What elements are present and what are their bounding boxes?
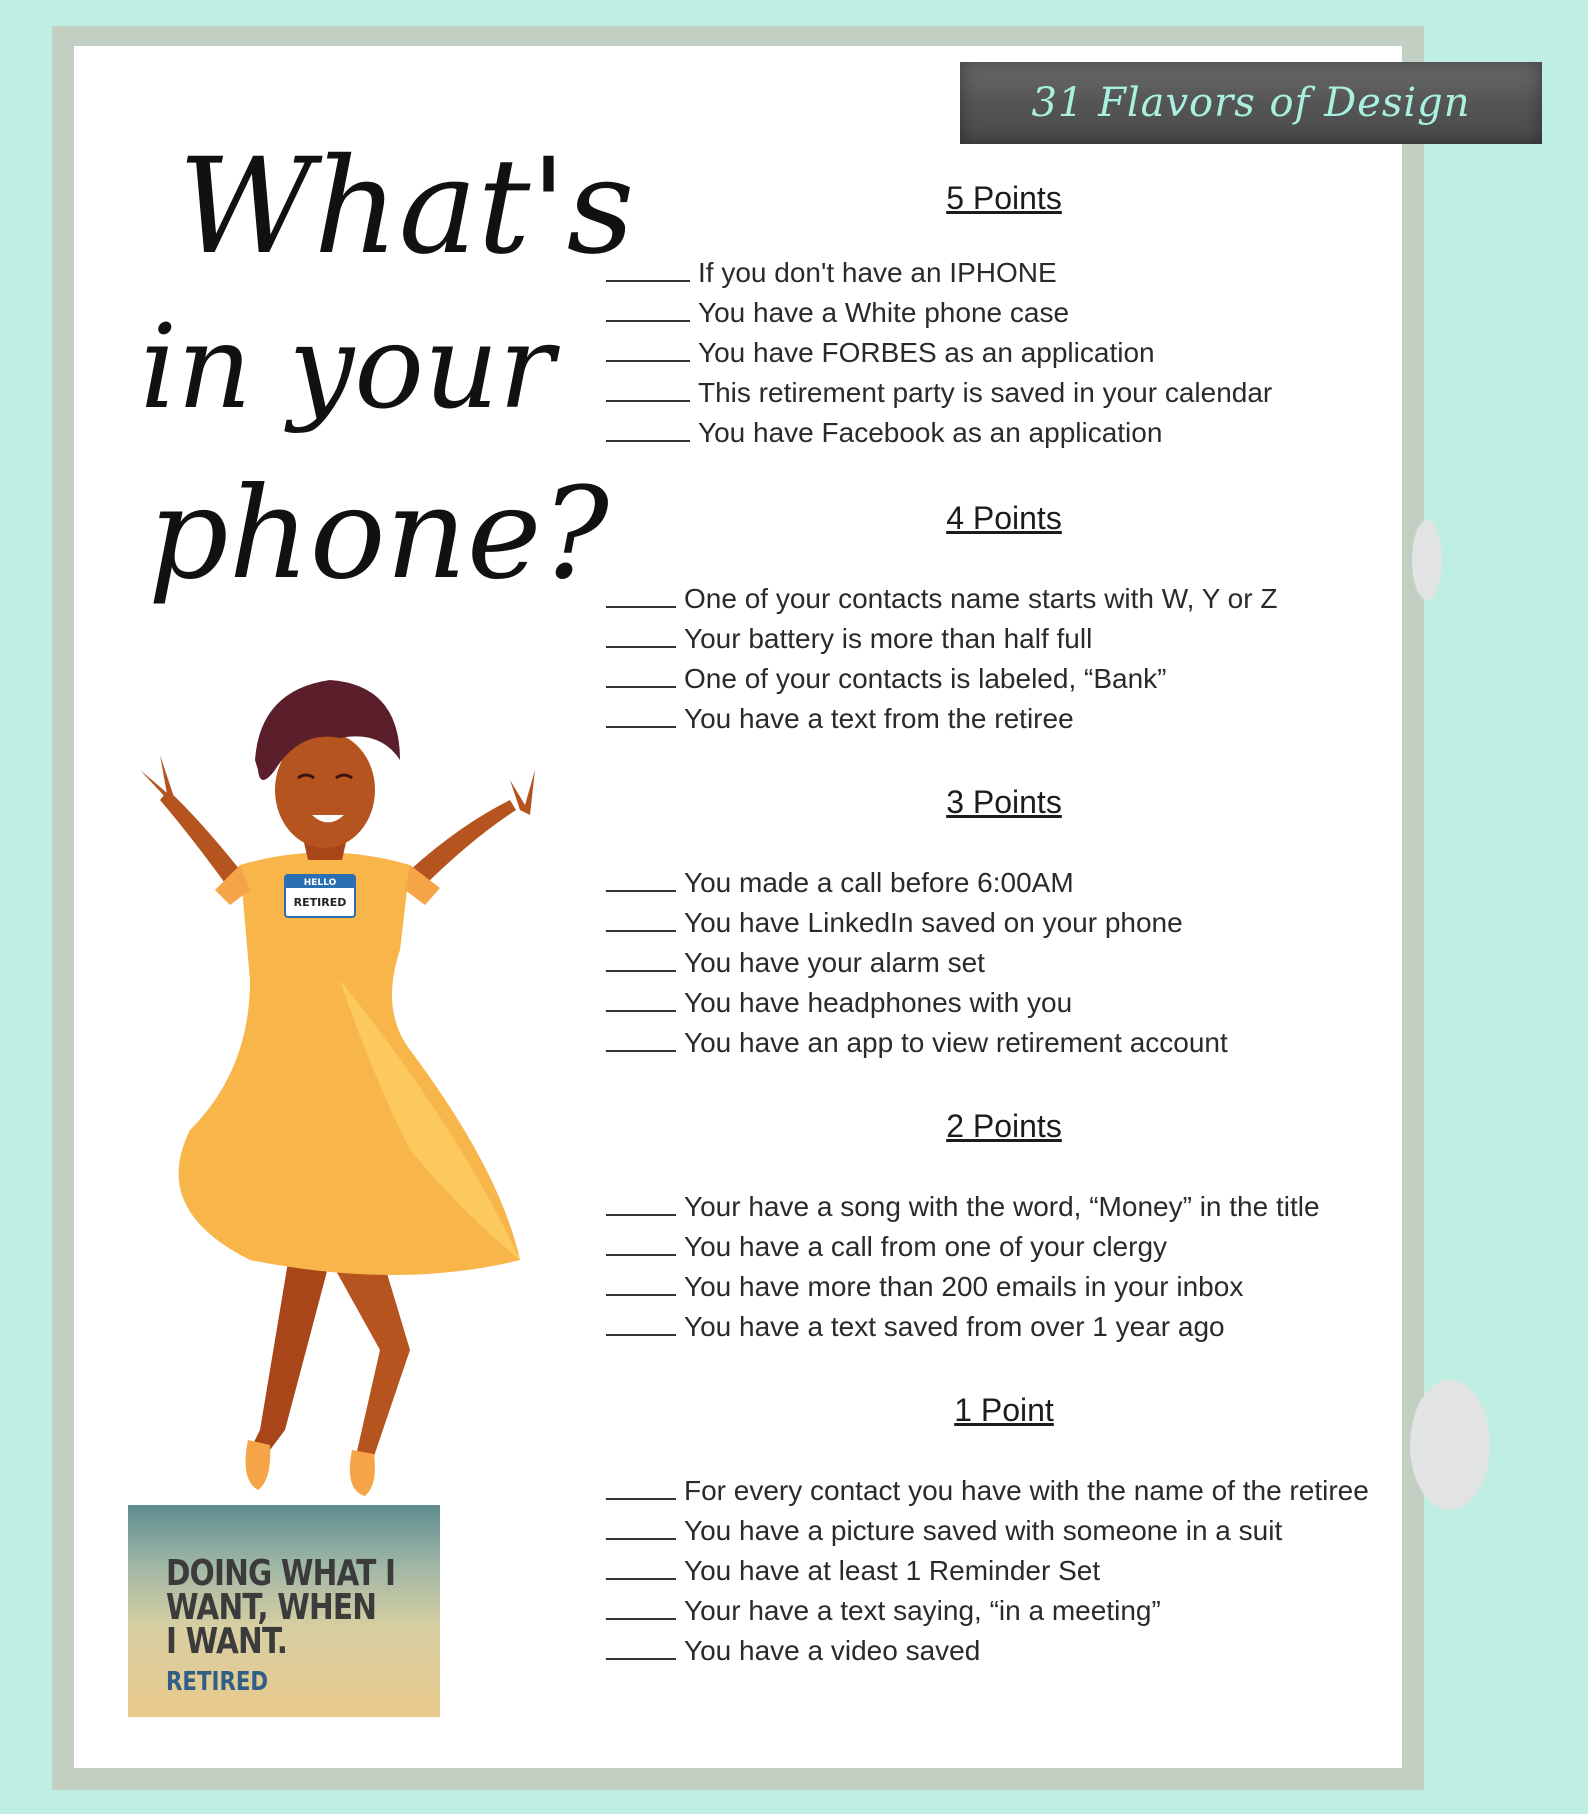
section-2-points <box>606 1104 1406 1346</box>
badge-top-text: HELLO <box>303 878 337 888</box>
list-item <box>606 372 1406 412</box>
retired-woman-illustration <box>80 650 570 1510</box>
list-item <box>606 1226 1406 1266</box>
item-text: You made a call before 6:00AM <box>684 867 1074 898</box>
item-text: This retirement party is saved in your calendar <box>698 377 1273 408</box>
decorative-blob <box>1410 1380 1490 1510</box>
poster-line-1: DOING WHAT I <box>166 1553 396 1594</box>
item-text: One of your contacts name starts with W, Y or Z <box>684 583 1278 614</box>
list-item <box>606 578 1406 618</box>
list-item <box>606 698 1406 738</box>
answer-blank[interactable] <box>606 252 690 282</box>
answer-blank[interactable] <box>606 1470 676 1500</box>
answer-blank[interactable] <box>606 372 690 402</box>
answer-blank[interactable] <box>606 412 690 442</box>
answer-blank[interactable] <box>606 1226 676 1256</box>
list-item <box>606 1510 1406 1550</box>
item-text: Your have a text saying, “in a meeting” <box>684 1595 1161 1626</box>
answer-blank[interactable] <box>606 902 676 932</box>
section-1-point <box>606 1388 1406 1670</box>
decorative-blob <box>1412 520 1442 600</box>
item-text: You have your alarm set <box>684 947 985 978</box>
answer-blank[interactable] <box>606 862 676 892</box>
list-item <box>606 252 1406 292</box>
list-item <box>606 1470 1406 1510</box>
list-item <box>606 1186 1406 1226</box>
poster-line-3: I WANT. <box>166 1621 288 1662</box>
list-item <box>606 1266 1406 1306</box>
list-item <box>606 292 1406 332</box>
poster-subtitle: RETIRED <box>166 1667 269 1697</box>
answer-blank[interactable] <box>606 1266 676 1296</box>
title-line-3: phone? <box>148 460 609 607</box>
answer-blank[interactable] <box>606 942 676 972</box>
retired-poster <box>128 1505 440 1717</box>
answer-blank[interactable] <box>606 292 690 322</box>
section-heading: 5 Points <box>946 180 1062 216</box>
item-text: One of your contacts is labeled, “Bank” <box>684 663 1167 694</box>
list-item <box>606 1550 1406 1590</box>
list-item <box>606 1630 1406 1670</box>
item-text: You have a picture saved with someone in a suit <box>684 1515 1283 1546</box>
item-text: You have headphones with you <box>684 987 1073 1018</box>
title-line-2: in your <box>140 300 555 435</box>
list-item <box>606 412 1406 452</box>
item-text: You have more than 200 emails in your inbox <box>684 1271 1244 1302</box>
item-text: You have a call from one of your clergy <box>684 1231 1168 1262</box>
list-item <box>606 1306 1406 1346</box>
item-text: You have at least 1 Reminder Set <box>684 1555 1101 1586</box>
answer-blank[interactable] <box>606 658 676 688</box>
name-badge <box>285 875 355 917</box>
section-3-points <box>606 780 1406 1062</box>
answer-blank[interactable] <box>606 1306 676 1336</box>
list-item <box>606 902 1406 942</box>
section-heading: 2 Points <box>946 1108 1062 1144</box>
item-text: You have FORBES as an application <box>698 337 1155 368</box>
answer-blank[interactable] <box>606 332 690 362</box>
item-text: You have an app to view retirement account <box>684 1027 1228 1058</box>
list-item <box>606 618 1406 658</box>
brand-name: 31 Flavors of Design <box>1031 80 1471 126</box>
item-text: Your have a song with the word, “Money” in the title <box>684 1191 1320 1222</box>
list-item <box>606 1022 1406 1062</box>
answer-blank[interactable] <box>606 578 676 608</box>
section-heading: 3 Points <box>946 784 1062 820</box>
brand-banner <box>960 62 1542 144</box>
answer-blank[interactable] <box>606 1630 676 1660</box>
item-text: You have Facebook as an application <box>698 417 1163 448</box>
answer-blank[interactable] <box>606 1550 676 1580</box>
item-text: You have LinkedIn saved on your phone <box>684 907 1183 938</box>
list-item <box>606 1590 1406 1630</box>
answer-blank[interactable] <box>606 1186 676 1216</box>
list-item <box>606 862 1406 902</box>
list-item <box>606 658 1406 698</box>
answer-blank[interactable] <box>606 982 676 1012</box>
answer-blank[interactable] <box>606 1590 676 1620</box>
answer-blank[interactable] <box>606 1510 676 1540</box>
poster-line-2: WANT, WHEN <box>166 1587 377 1628</box>
item-text: If you don't have an IPHONE <box>698 257 1057 288</box>
section-heading: 4 Points <box>946 500 1062 536</box>
answer-blank[interactable] <box>606 698 676 728</box>
list-item <box>606 332 1406 372</box>
answer-blank[interactable] <box>606 1022 676 1052</box>
item-text: Your battery is more than half full <box>684 623 1093 654</box>
title-line-1: What's <box>178 130 635 284</box>
section-5-points <box>606 176 1406 452</box>
poster-headline <box>166 1553 396 1662</box>
answer-blank[interactable] <box>606 618 676 648</box>
badge-name-text: RETIRED <box>293 896 347 909</box>
item-text: You have a video saved <box>684 1635 981 1666</box>
section-heading: 1 Point <box>954 1392 1054 1428</box>
item-text: For every contact you have with the name of the retiree <box>684 1475 1369 1506</box>
section-4-points <box>606 496 1406 738</box>
list-item <box>606 942 1406 982</box>
item-text: You have a White phone case <box>698 297 1070 328</box>
item-text: You have a text saved from over 1 year ago <box>684 1311 1225 1342</box>
list-item <box>606 982 1406 1022</box>
item-text: You have a text from the retiree <box>684 703 1074 734</box>
